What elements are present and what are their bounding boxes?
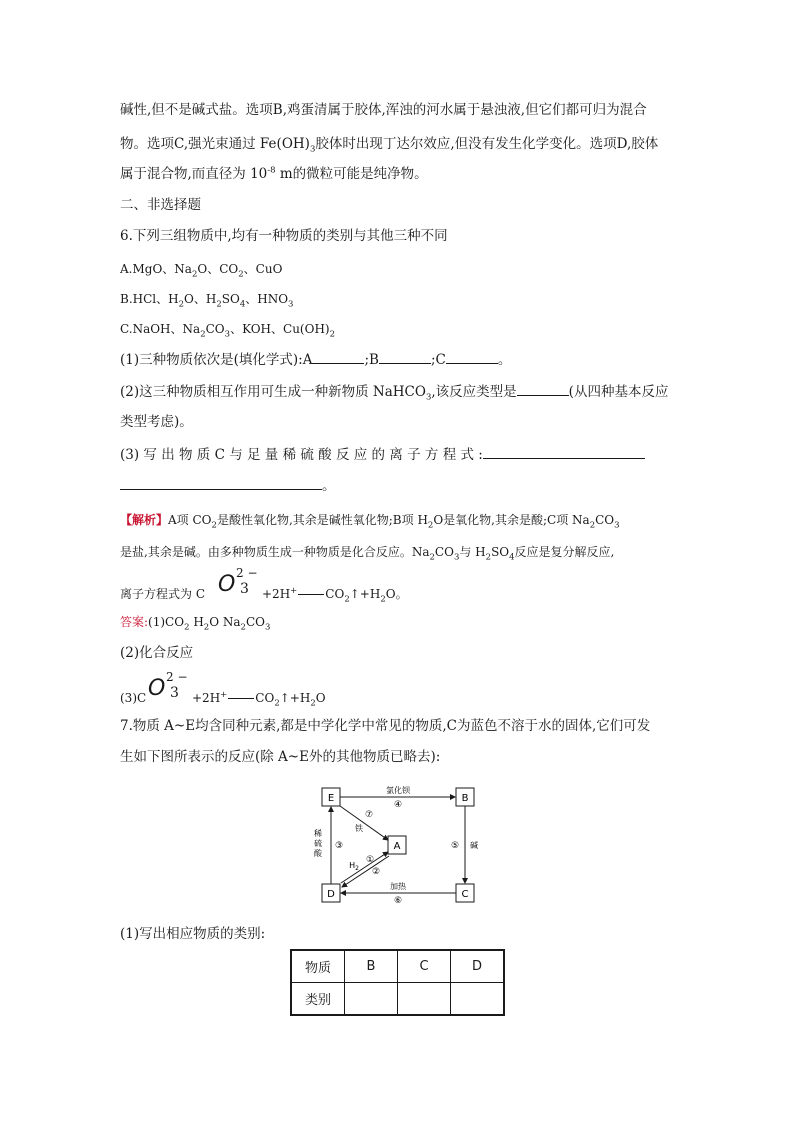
- svg-text:①: ①: [365, 855, 375, 865]
- text-line: 碱性,但不是碱式盐。选项B,鸡蛋清属于胶体,浑浊的河水属于悬浊液,但它们都可归为混合: [120, 102, 647, 118]
- svg-text:⑦: ⑦: [364, 810, 374, 820]
- analysis-equation: 离子方程式为 C: [120, 587, 205, 601]
- svg-text:③: ③: [334, 841, 344, 851]
- question-6-1: (1)三种物质依次是(填化学式):A ;B ;C 。: [120, 352, 512, 368]
- reaction-diagram: [310, 782, 490, 908]
- svg-text:铁: 铁: [355, 824, 363, 833]
- svg-text:加热: 加热: [390, 882, 406, 891]
- table-cell[interactable]: [345, 983, 398, 1016]
- answer-blank[interactable]: [517, 394, 569, 396]
- table-row: [291, 983, 504, 1016]
- answer-blank[interactable]: [446, 362, 498, 364]
- carbonate-sub: 3: [170, 685, 179, 701]
- question-6-3-cont: 。: [120, 480, 336, 494]
- table-header-cell: B: [345, 950, 398, 983]
- text-line: 物。选项C,强光束通过 $Fe(OH)_3$胶体时出现丁达尔效应,但没有发生化学变化。选项D,胶体: [120, 136, 659, 155]
- table-cell[interactable]: [451, 983, 505, 1016]
- analysis-line: 是盐,其余是碱。由多种物质生成一种物质是化合反应。$Na_2CO_3$与 $H_2SO_4$反应是复分解反应,: [120, 545, 615, 563]
- label-a: A: [393, 841, 401, 852]
- svg-text:④: ④: [393, 800, 403, 810]
- answer-blank[interactable]: [483, 457, 645, 459]
- label-c: C: [461, 889, 469, 900]
- label-e: E: [327, 793, 335, 804]
- section-heading: 二、非选择题: [120, 197, 201, 213]
- svg-text:酸: 酸: [314, 849, 322, 858]
- question-7-stem: 生如下图所表示的反应(除 A~E外的其他物质已略去):: [120, 749, 441, 765]
- carbonate-charge: 2 −: [236, 566, 258, 580]
- answer-blank[interactable]: [312, 362, 364, 364]
- carbonate-sub: 3: [240, 581, 249, 597]
- carbonate-o: O: [148, 676, 166, 701]
- svg-text:②: ②: [371, 867, 381, 877]
- question-6-stem: 6.下列三组物质中,均有一种物质的类别与其他三种不同: [120, 228, 448, 244]
- svg-text:硫: 硫: [314, 839, 322, 848]
- svg-text:氯化钡: 氯化钡: [386, 786, 410, 795]
- answer-equation: (3)C: [120, 691, 147, 705]
- table-header-cell: 物质: [291, 950, 345, 983]
- analysis-equation-rhs: +2H+ $CO_2↑+H_2O$。: [262, 586, 408, 605]
- text-line: 属于混合物,而直径为 $10^{-8}$ m的微粒可能是纯净物。: [120, 165, 428, 182]
- table-header-cell: D: [451, 950, 505, 983]
- table-cell[interactable]: [398, 983, 451, 1016]
- answer-equation-rhs: +2H+ $CO_2↑+H_2O$: [192, 690, 326, 709]
- answer-blank[interactable]: [120, 488, 322, 490]
- option-b: B.HCl、$H_2O$、$H_2SO_4$、$HNO_3$: [120, 292, 294, 310]
- svg-text:碱: 碱: [470, 841, 478, 850]
- svg-text:H2: $H_2$: [349, 861, 359, 872]
- question-6-3: (3) 写 出 物 质 C 与 足 量 稀 硫 酸 反 应 的 离 子 方 程 式 :: [120, 449, 645, 463]
- table-cell: 类别: [291, 983, 345, 1016]
- question-7-1: (1)写出相应物质的类别:: [120, 926, 266, 942]
- option-a: A.MgO、$Na_2O$、$CO_2$、CuO: [120, 262, 283, 280]
- question-6-2-cont: 类型考虑)。: [120, 414, 193, 430]
- table-header-cell: C: [398, 950, 451, 983]
- carbonate-charge: 2 −: [166, 670, 188, 684]
- answer-line: (2)化合反应: [120, 645, 194, 661]
- label-d: D: [327, 889, 335, 900]
- carbonate-o: O: [218, 572, 236, 597]
- svg-text:⑤: ⑤: [450, 841, 460, 851]
- option-c: C.NaOH、$Na_2CO_3$、KOH、$Cu(OH)_2$: [120, 322, 336, 340]
- question-7-stem: 7.物质 A~E均含同种元素,都是中学化学中常见的物质,C为蓝色不溶于水的固体,它们可发: [120, 718, 651, 734]
- question-6-2: (2)这三种物质相互作用可生成一种新物质 NaHCO$_3$,该反应类型是 (从四种基本反应: [120, 384, 669, 403]
- svg-text:⑥: ⑥: [393, 896, 403, 906]
- analysis-line: 【解析】A项 $CO_2$是酸性氧化物,其余是碱性氧化物;B项 $H_2O$是氧化物,其余是酸;C项 $Na_2CO_3$: [120, 513, 620, 531]
- table-row: [291, 950, 504, 983]
- answer-blank[interactable]: [379, 362, 431, 364]
- answer-line: 答案$:(1)CO_2$ $H_2O$ $Na_2CO_3$: [120, 615, 271, 633]
- classification-table: [290, 949, 505, 1016]
- label-b: B: [461, 793, 469, 804]
- svg-text:稀: 稀: [314, 829, 322, 838]
